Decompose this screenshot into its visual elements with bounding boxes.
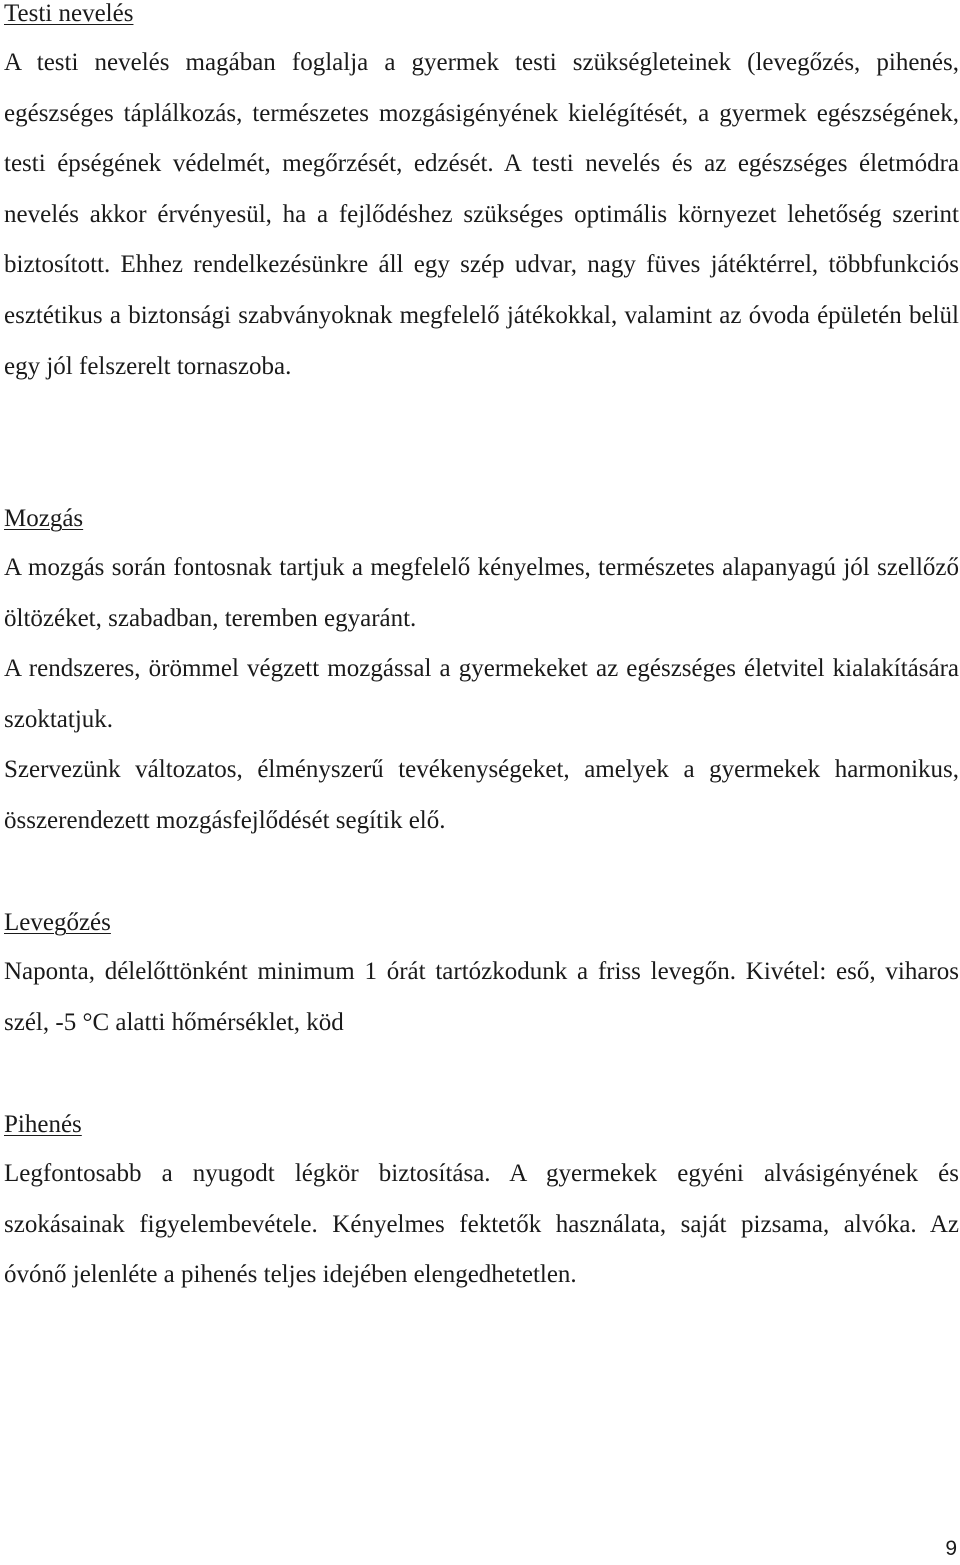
section-pihenes — [4, 1112, 959, 1137]
section-body — [4, 947, 959, 1048]
section-heading: Pihenés — [4, 1111, 82, 1138]
paragraph: Naponta, délelőttönként minimum 1 órát tartózkodunk a friss levegőn. Kivétel: eső, viharos szél, -5 °C alatti hőmérséklet, köd — [4, 958, 959, 1036]
paragraph: A rendszeres, örömmel végzett mozgással a gyermekeket az egészséges életvitel kialakítására szoktatjuk. — [4, 655, 959, 733]
section-levegozes — [4, 910, 959, 935]
section-body — [4, 1149, 959, 1301]
section-testi-neveles — [4, 1, 959, 26]
paragraph: Legfontosabb a nyugodt légkör biztosítása. A gyermekek egyéni alvásigényének és szokásainak figyelembevétele. Kényelmes fektetők használata, saját pizsama, alvóka. Az óvónő jelenléte a pihenés teljes idejében elengedhetetlen. — [4, 1160, 959, 1289]
section-mozgas — [4, 506, 959, 531]
paragraph: A testi nevelés magában foglalja a gyermek testi szükségleteinek (levegőzés, pihenés, egészséges táplálkozás, természetes mozgásigényének kielégítését, a gyermek egészségének, testi épségének védelmét, megőrzését, edzését. A testi nevelés és az egészséges életmódra nevelés akkor érvényesül, ha a fejlődéshez szükséges optimális környezet lehetőség szerint biztosított. Ehhez rendelkezésünkre áll egy szép udvar, nagy füves játéktérrel, többfunkciós esztétikus a biztonsági szabványoknak megfelelő játékokkal, valamint az óvoda épületén belül egy jól felszerelt tornaszoba. — [4, 49, 959, 380]
section-heading: Levegőzés — [4, 909, 111, 936]
section-body — [4, 543, 959, 847]
section-heading: Mozgás — [4, 505, 84, 532]
paragraph: A mozgás során fontosnak tartjuk a megfelelő kényelmes, természetes alapanyagú jól szellőző öltözéket, szabadban, teremben egyaránt. — [4, 554, 959, 632]
page-number: 9 — [945, 1537, 957, 1560]
section-body — [4, 38, 959, 392]
paragraph: Szervezünk változatos, élményszerű tevékenységeket, amelyek a gyermekek harmonikus, összerendezett mozgásfejlődését segítik elő. — [4, 756, 959, 834]
section-heading: Testi nevelés — [4, 0, 134, 27]
